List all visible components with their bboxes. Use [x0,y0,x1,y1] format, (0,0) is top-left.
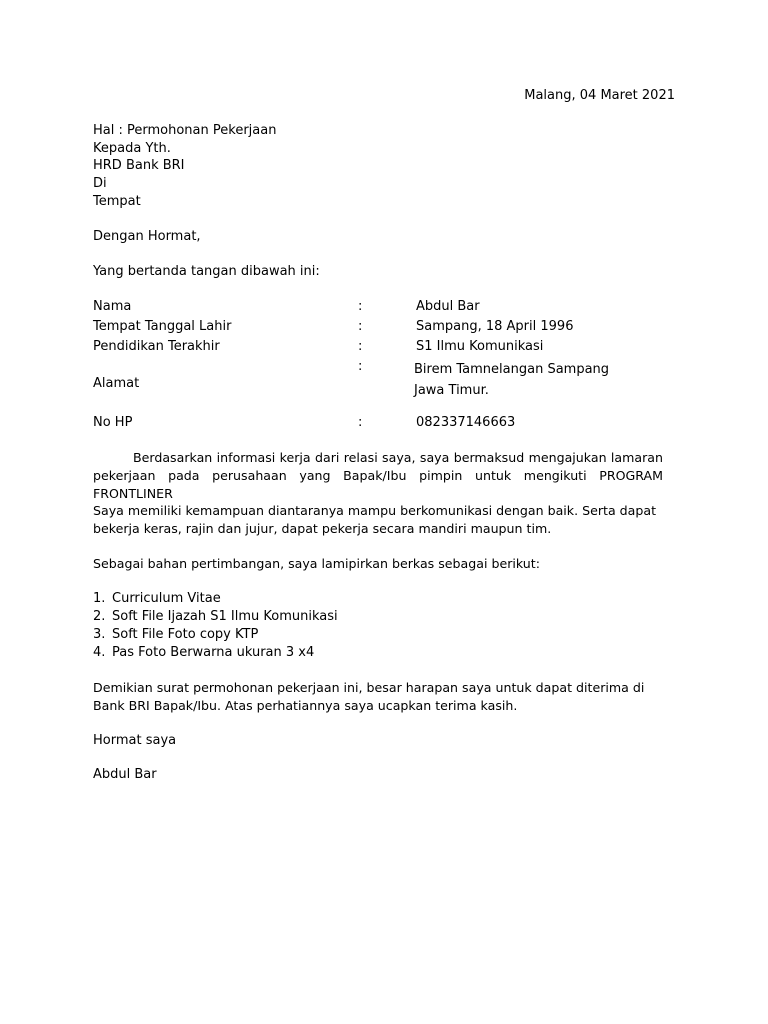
greeting: Dengan Hormat, [93,229,201,244]
field-hp-label: No HP [93,415,133,430]
field-nama-label: Nama [93,299,132,314]
list-item-text: Soft File Ijazah S1 Ilmu Komunikasi [112,609,338,624]
recipient-salutation: Kepada Yth. [93,141,171,156]
list-item-number: 3. [93,627,106,642]
field-ttl-colon: : [358,319,363,334]
intro-line: Yang bertanda tangan dibawah ini: [93,264,320,279]
body-paragraph-2: Saya memiliki kemampuan diantaranya mampu berkomunikasi dengan baik. Serta dapat bekerja keras, rajin dan jujur, dapat pekerja secara mandiri maupun tim. [93,503,657,536]
body-paragraph-4: Demikian surat permohonan pekerjaan ini, besar harapan saya untuk dapat diterima di Bank BRI Bapak/Ibu. Atas perhatiannya saya ucapkan terima kasih. [93,680,645,713]
list-item-text: Soft File Foto copy KTP [112,627,259,642]
field-hp-value: 082337146663 [416,415,516,430]
list-item [93,644,314,662]
field-ttl-label: Tempat Tanggal Lahir [93,319,232,334]
field-pendidikan-colon: : [358,339,363,354]
subject-line: Hal : Permohonan Pekerjaan [93,123,277,138]
closing-line: Hormat saya [93,733,177,748]
body-paragraph-1 [93,449,663,503]
list-item-number: 1. [93,591,106,606]
list-item-number: 4. [93,645,106,660]
body-paragraph-1-text: Berdasarkan informasi kerja dari relasi saya, saya bermaksud mengajukan lamaran pekerjaan pada perusahaan yang Bapak/Ibu pimpin untuk mengikuti PROGRAM FRONTLINER [93,450,663,501]
field-alamat-label: Alamat [93,376,140,391]
field-nama-value: Abdul Bar [416,299,480,314]
field-pendidikan-value: S1 Ilmu Komunikasi [416,339,544,354]
field-ttl-value: Sampang, 18 April 1996 [416,319,574,334]
field-hp-colon: : [358,415,363,430]
recipient-di: Di [93,176,107,191]
list-item-text: Pas Foto Berwarna ukuran 3 x4 [112,645,315,660]
body-paragraph-3: Sebagai bahan pertimbangan, saya lamipirkan berkas sebagai berikut: [93,556,540,571]
list-item [93,608,338,626]
field-alamat-value-line1: Birem Tamnelangan Sampang [414,362,610,377]
letter-date: Malang, 04 Maret 2021 [524,88,675,103]
field-alamat-value-line2: Jawa Timur. [414,383,489,398]
list-item [93,626,258,644]
signature-name: Abdul Bar [93,767,157,782]
field-pendidikan-label: Pendidikan Terakhir [93,339,220,354]
recipient-place: Tempat [93,194,141,209]
list-item-text: Curriculum Vitae [112,591,221,606]
field-alamat-colon: : [358,359,363,374]
list-item-number: 2. [93,609,106,624]
recipient-name: HRD Bank BRI [93,158,185,173]
list-item [93,590,221,608]
field-nama-colon: : [358,299,363,314]
